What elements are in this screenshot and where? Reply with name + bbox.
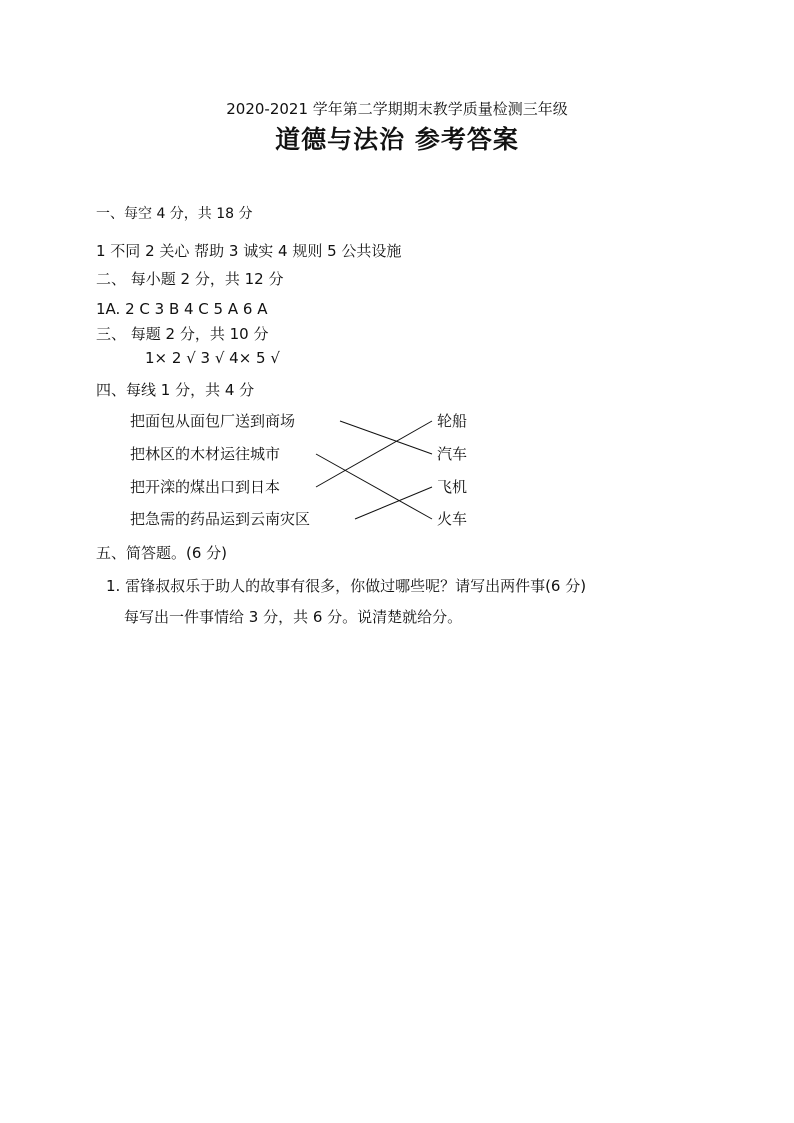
section-1-heading: 一、每空 4 分，共 18 分 [96,206,253,222]
match-line-2 [316,454,432,519]
page-title: 道德与法治 参考答案 [275,125,519,154]
match-right-item-3: 飞机 [437,478,468,496]
section-5-question: 1. 雷锋叔叔乐于助人的故事有很多，你做过哪些呢？请写出两件事(6 分) [106,577,587,595]
section-3-answers: 1× 2 √ 3 √ 4× 5 √ [145,349,280,367]
match-line-3 [316,421,432,487]
match-left-item-4: 把急需的药品运到云南灾区 [130,510,311,528]
section-5-heading: 五、简答题。(6 分) [96,544,228,562]
match-line-1 [340,421,432,454]
match-right-item-4: 火车 [437,510,468,528]
section-5-answer: 每写出一件事情给 3 分，共 6 分。说清楚就给分。 [124,608,463,626]
section-1-answers: 1 不同 2 关心 帮助 3 诚实 4 规则 5 公共设施 [96,242,402,260]
exam-subtitle: 2020-2021 学年第二学期期末教学质量检测三年级 [226,100,568,118]
section-4-heading: 四、每线 1 分，共 4 分 [96,381,255,399]
section-2-answers: 1A. 2 C 3 B 4 C 5 A 6 A [96,300,268,318]
section-3-heading: 三、 每题 2 分，共 10 分 [96,325,269,343]
match-right-item-1: 轮船 [437,412,468,430]
match-right-item-2: 汽车 [437,445,468,463]
section-2-heading: 二、 每小题 2 分，共 12 分 [96,270,284,288]
match-line-4 [355,487,432,519]
match-left-item-2: 把林区的木材运往城市 [130,445,281,463]
match-left-item-3: 把开滦的煤出口到日本 [130,478,281,496]
match-left-item-1: 把面包从面包厂送到商场 [130,412,296,430]
